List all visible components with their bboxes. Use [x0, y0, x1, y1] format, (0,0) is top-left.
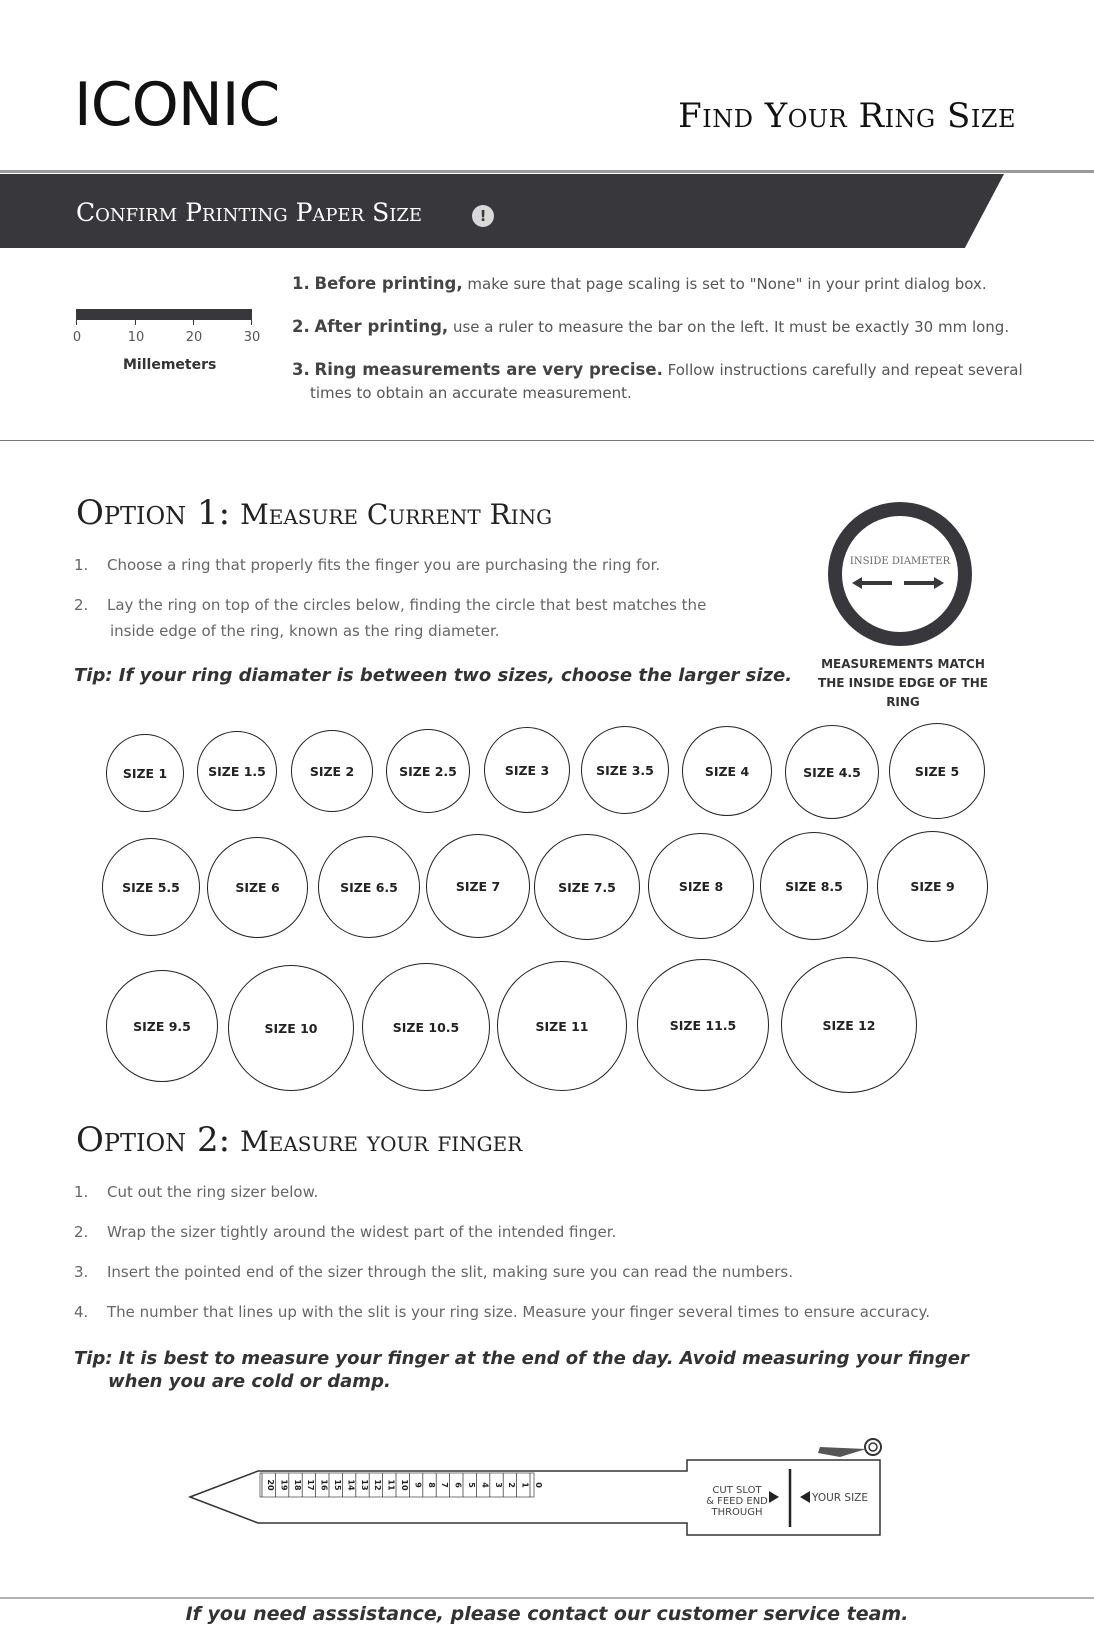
- ring-size-circle: SIZE 5.5: [102, 838, 200, 936]
- print-step-cont: times to obtain an accurate measurement.: [310, 384, 632, 402]
- brand-logo: ICONIC: [74, 70, 280, 140]
- ruler-tick: [251, 319, 252, 325]
- sizer-number: 12: [373, 1479, 383, 1491]
- inside-diameter-label: INSIDE DIAMETER: [849, 556, 951, 567]
- option2-step-text: The number that lines up with the slit is your ring size. Measure your finger several times to ensure accuracy.: [107, 1303, 931, 1321]
- option2-step-text: Insert the pointed end of the sizer through the slit, making sure you can read the numbers.: [107, 1263, 793, 1281]
- sizer-number: 10: [400, 1479, 409, 1491]
- option2-tip-line: when you are cold or damp.: [108, 1371, 391, 1392]
- option1-label: Option 1:: [76, 493, 231, 533]
- print-step-num: 2.: [292, 317, 310, 336]
- footer-divider: [0, 1597, 1094, 1599]
- header-divider: [0, 170, 1094, 173]
- option2-step-num: 1.: [74, 1183, 89, 1201]
- sizer-number: 1: [520, 1482, 530, 1488]
- option1-step-line: Lay the ring on top of the circles below, finding the circle that best matches the: [107, 596, 707, 614]
- scissors-icon: [818, 1439, 881, 1457]
- sizer-number: 18: [292, 1479, 302, 1491]
- print-step-text: make sure that page scaling is set to "None" in your print dialog box.: [467, 275, 987, 293]
- option2-step-num: 3.: [74, 1263, 89, 1281]
- option2-label: Option 2:: [76, 1120, 231, 1160]
- ring-size-circle: SIZE 2.5: [386, 729, 470, 813]
- print-step-num: 3.: [292, 360, 310, 379]
- your-size-label: YOUR SIZE: [812, 1492, 869, 1504]
- ring-size-circle: SIZE 8.5: [760, 832, 868, 940]
- ring-size-circle: SIZE 10.5: [362, 963, 490, 1091]
- ring-sizer-strip: [180, 1437, 900, 1547]
- ruler-tick-label: 0: [72, 330, 82, 345]
- section-title-confirm: Confirm Printing Paper Size: [76, 198, 423, 227]
- option2-heading: [76, 1120, 522, 1160]
- ring-size-circle: SIZE 3.5: [581, 726, 669, 814]
- calibration-bar: [76, 309, 252, 320]
- ring-caption-line: THE INSIDE EDGE OF THE RING: [818, 676, 988, 709]
- ring-size-circle: SIZE 7.5: [534, 834, 640, 940]
- ring-size-circle: SIZE 6: [207, 837, 308, 938]
- cut-slot-line: CUT SLOT: [712, 1485, 762, 1496]
- ring-size-circle: SIZE 1.5: [197, 731, 277, 811]
- sizer-number: 2: [507, 1482, 517, 1488]
- sizer-number: 7: [440, 1482, 450, 1488]
- sizer-number: 3: [493, 1482, 503, 1488]
- print-step: [292, 315, 1009, 339]
- sizer-number: 5: [467, 1482, 476, 1488]
- ring-size-circle: SIZE 6.5: [318, 836, 420, 938]
- sizer-number: 4: [480, 1482, 490, 1488]
- option1-step-text: Choose a ring that properly fits the finger you are purchasing the ring for.: [107, 556, 661, 574]
- option1-step-num: 1.: [74, 556, 89, 574]
- sizer-ticks: [262, 1473, 543, 1497]
- option2-step-num: 2.: [74, 1223, 89, 1241]
- print-step-text: Follow instructions carefully and repeat several: [667, 361, 1023, 379]
- ring-size-circle: SIZE 7: [426, 834, 530, 938]
- option1-step-text: [107, 592, 706, 644]
- ruler-tick-label: 20: [185, 330, 203, 345]
- ring-size-circle: SIZE 4.5: [785, 725, 879, 819]
- option1-step-cont: inside edge of the ring, known as the ring diameter.: [110, 622, 500, 640]
- ring-size-circle: SIZE 11.5: [637, 959, 769, 1091]
- section-divider: [0, 440, 1094, 441]
- cut-slot-label: [697, 1485, 777, 1518]
- print-step-num: 1.: [292, 274, 310, 293]
- option2-step-text: Wrap the sizer tightly around the widest part of the intended finger.: [107, 1223, 617, 1241]
- ring-size-circle: SIZE 1: [106, 734, 184, 812]
- ring-size-circle: SIZE 12: [781, 957, 917, 1093]
- ring-size-circle: SIZE 9.5: [106, 970, 218, 1082]
- cut-slot-line: & FEED END: [706, 1496, 768, 1507]
- print-step: [292, 272, 987, 296]
- ring-size-circle: SIZE 4: [682, 726, 772, 816]
- sizer-number: 15: [333, 1479, 342, 1491]
- option1-heading: [76, 493, 552, 533]
- option1-step-num: 2.: [74, 596, 89, 614]
- sizer-number: 16: [319, 1479, 329, 1491]
- sizer-number: 6: [453, 1482, 463, 1488]
- option1-tip: Tip: If your ring diamater is between two sizes, choose the larger size.: [74, 665, 793, 686]
- cut-slot-line: THROUGH: [711, 1507, 763, 1518]
- page-title: Find Your Ring Size: [678, 96, 1016, 136]
- ring-size-circle: SIZE 3: [484, 727, 570, 813]
- sizer-number: 0: [534, 1482, 543, 1488]
- print-step-text: use a ruler to measure the bar on the left. It must be exactly 30 mm long.: [452, 318, 1010, 336]
- ring-diagram-icon: [828, 502, 972, 646]
- ring-size-circle: SIZE 9: [877, 831, 988, 942]
- ring-size-circle: SIZE 8: [648, 833, 754, 939]
- option2-step-num: 4.: [74, 1303, 89, 1321]
- sizer-number: 14: [346, 1479, 356, 1491]
- sizer-number: 17: [306, 1479, 316, 1491]
- ruler-tick-label: 30: [243, 330, 261, 345]
- print-step-bold: Ring measurements are very precise.: [314, 360, 663, 379]
- sizer-number: 11: [386, 1479, 396, 1491]
- footer-note: If you need asssistance, please contact our customer service team.: [185, 1603, 909, 1625]
- sizer-number: 13: [359, 1479, 369, 1491]
- ruler-tick: [193, 319, 194, 325]
- ring-caption-line: MEASUREMENTS MATCH: [821, 657, 985, 671]
- ruler-tick: [76, 319, 77, 325]
- ring-size-circle: SIZE 11: [497, 961, 627, 1091]
- ruler-tick-label: 10: [127, 330, 145, 345]
- ring-diagram-caption: [800, 655, 1006, 712]
- ruler-unit-label: Millemeters: [123, 357, 217, 373]
- exclamation-icon: !: [472, 205, 494, 227]
- sizer-number: 19: [279, 1479, 289, 1491]
- ring-size-circle: SIZE 10: [228, 965, 354, 1091]
- print-step-bold: After printing,: [314, 317, 449, 336]
- print-step: [292, 358, 1023, 405]
- option2-subtitle: Measure your finger: [240, 1125, 523, 1158]
- diameter-arrow-icon: [852, 577, 944, 589]
- ring-size-circle: SIZE 5: [889, 723, 985, 819]
- option2-tip-line: Tip: It is best to measure your finger at the end of the day. Avoid measuring your finger: [74, 1348, 969, 1369]
- print-step-bold: Before printing,: [314, 274, 463, 293]
- ruler-tick: [135, 319, 136, 325]
- sizer-number: 8: [426, 1482, 436, 1488]
- option2-tip: [74, 1347, 969, 1393]
- sizer-number: 20: [266, 1479, 275, 1491]
- ring-size-circle: SIZE 2: [291, 730, 373, 812]
- option1-subtitle: Measure Current Ring: [240, 498, 553, 531]
- option2-step-text: Cut out the ring sizer below.: [107, 1183, 319, 1201]
- sizer-number: 9: [413, 1482, 423, 1488]
